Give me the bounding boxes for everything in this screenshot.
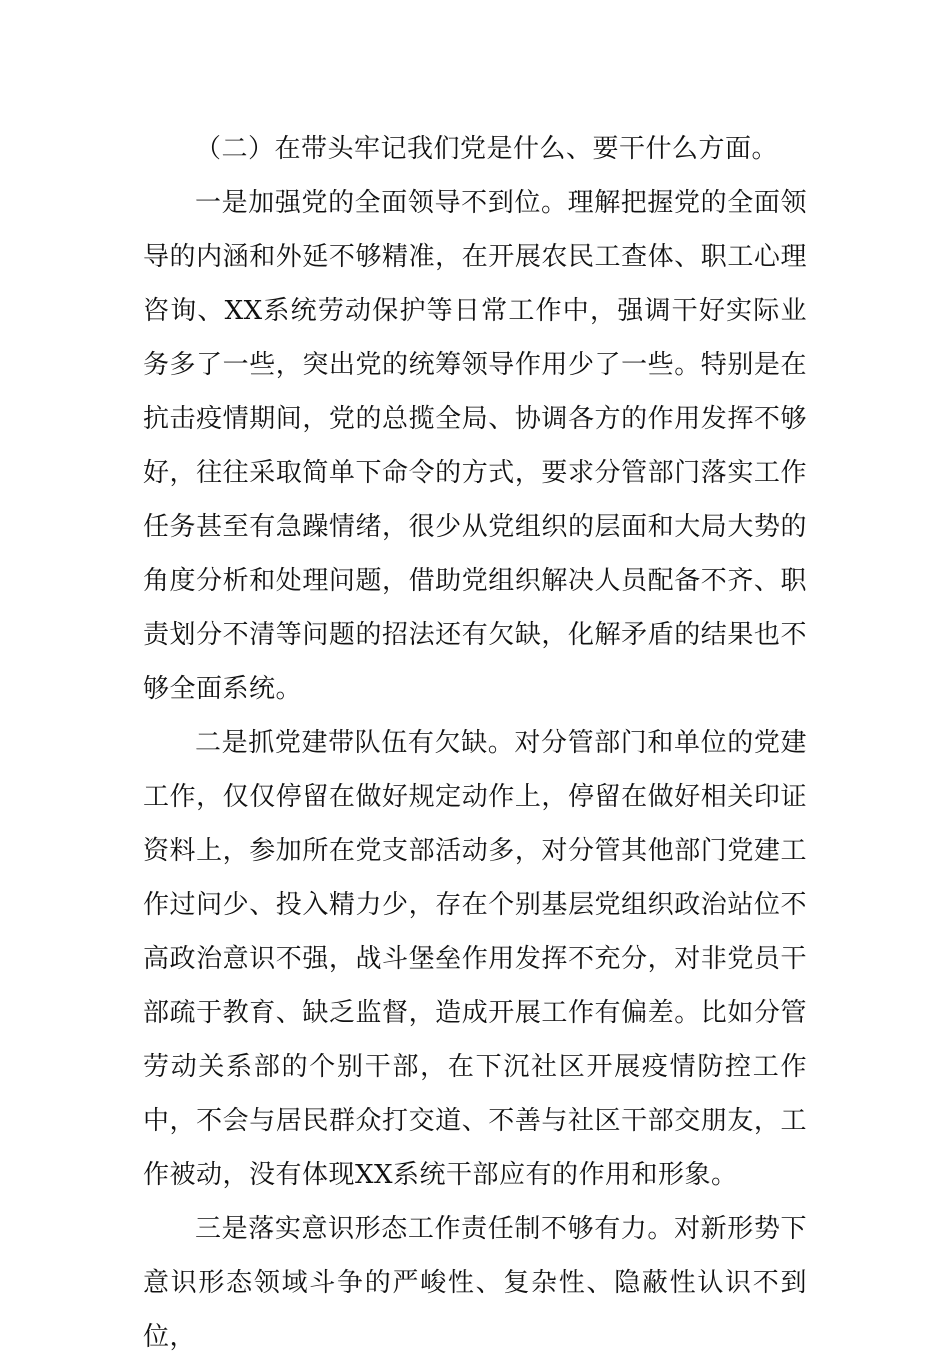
paragraph-party-building: 二是抓党建带队伍有欠缺。对分管部门和单位的党建工作，仅仅停留在做好规定动作上，停留在做好相关印证资料上，参加所在党支部活动多，对分管其他部门党建工作过问少、投入精力少，存在个别基层党组织政治站位不高政治意识不强，战斗堡垒作用发挥不充分，对非党员干部疏于教育、缺乏监督，造成开展工作有偏差。比如分管劳动关系部的个别干部，在下沉社区开展疫情防控工作中，不会与居民群众打交道、不善与社区干部交朋友，工作被动，没有体现XX系统干部应有的作用和形象。 [143,728,807,1190]
paragraph-ideology: 三是落实意识形态工作责任制不够有力。对新形势下意识形态领域斗争的严峻性、复杂性、隐蔽性认识不到位， [143,1214,807,1352]
section-heading: （二）在带头牢记我们党是什么、要干什么方面。 [195,134,779,164]
paragraph-leadership: 一是加强党的全面领导不到位。理解把握党的全面领导的内涵和外延不够精准，在开展农民工查体、职工心理咨询、XX系统劳动保护等日常工作中，强调干好实际业务多了一些，突出党的统筹领导作用少了一些。特别是在抗击疫情期间，党的总揽全局、协调各方的作用发挥不够好，往往采取简单下命令的方式，要求分管部门落实工作任务甚至有急躁情绪，很少从党组织的层面和大局大势的角度分析和处理问题，借助党组织解决人员配备不齐、职责划分不清等问题的招法还有欠缺，化解矛盾的结果也不够全面系统。 [143,188,807,704]
document-body [143,122,807,1364]
